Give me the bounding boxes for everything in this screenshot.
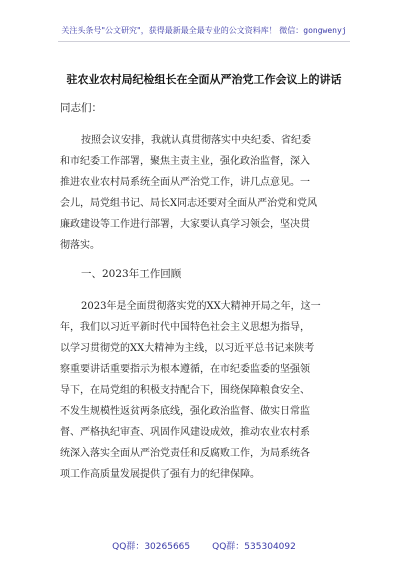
header-banner-text: 关注头条号"公文研究"，获得最新最全最专业的公文资料库！ 微信： [61,26,304,35]
paragraph-line: 廉政建设等工作进行部署，大家要认真学习领会，坚决贯 [60,219,310,230]
paragraph-line: 2023年是全面贯彻落实党的XX大精神开局之年，这一 [81,301,321,312]
paragraph-line: 项工作高质量发展提供了强有力的纪律保障。 [60,469,260,480]
header-divider [58,41,350,42]
paragraph-intro [60,130,350,256]
section-heading-2023-review: 一、2023年工作回顾 [81,268,182,280]
paragraph-line: 和市纪委工作部署，聚焦主责主业，强化政治监督，深入 [60,156,310,167]
paragraph-2023-review [60,296,350,485]
paragraph-line: 年，我们以习近平新时代中国特色社会主义思想为指导， [60,322,310,333]
paragraph-line: 察重要讲话重要指示为根本遵循，在市纪委监委的坚强领 [60,364,310,375]
paragraph-line: 按照会议安排，我就认真贯彻落实中央纪委、省纪委 [81,135,311,146]
paragraph-line: 会儿，局党组书记、局长X同志还要对全面从严治党和党风 [60,198,318,209]
paragraph-line: 以学习贯彻党的XX大精神为主线，以习近平总书记来陕考 [60,343,315,354]
paragraph-line: 推进农业农村局系统全面从严治党工作，讲几点意见。一 [60,177,310,188]
footer-qq-group-2: QQ群：535304092 [212,542,296,552]
paragraph-line: 统深入落实全面从严治党责任和反腐败工作，为局系统各 [60,448,310,459]
header-banner [0,25,408,37]
footer-contacts [0,541,408,553]
paragraph-line: 督、严格执纪审查、巩固作风建设成效，推动农业农村系 [60,427,310,438]
wechat-id: gongwenyj [303,26,347,35]
footer-qq-group-1: QQ群：30265665 [112,542,191,552]
paragraph-line: 导下，在局党组的积极支持配合下，围绕保障粮食安全、 [60,385,310,396]
paragraph-line: 彻落实。 [60,240,100,251]
paragraph-line: 不发生规模性返贫两条底线，强化政治监督、做实日常监 [60,406,310,417]
document-title: 驻农业农村局纪检组长在全面从严治党工作会议上的讲话 [66,73,342,86]
salutation: 同志们： [60,102,102,114]
